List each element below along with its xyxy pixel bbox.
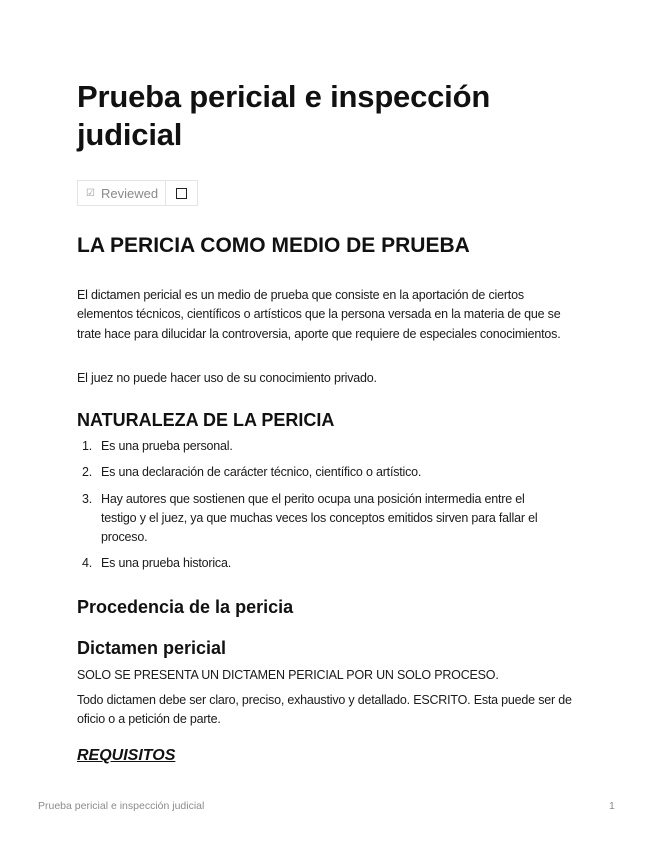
property-label: Reviewed — [100, 185, 159, 201]
list-text: Es una prueba historica. — [101, 556, 232, 571]
checkbox-icon: ☑ — [86, 187, 95, 199]
list-item — [77, 437, 577, 456]
list-item — [77, 554, 577, 573]
intro-paragraph-2: El juez no puede hacer uso de su conocimiento privado. — [77, 371, 377, 385]
heading-naturaleza: NATURALEZA DE LA PERICIA — [77, 410, 335, 430]
list-text: Es una declaración de carácter técnico, científico o artístico. — [101, 465, 422, 480]
list-number: 1. — [82, 439, 93, 453]
footer-page-number: 1 — [609, 800, 615, 812]
property-name — [78, 181, 166, 205]
list-text: Hay autores que sostienen que el perito ocupa una posición intermedia entre el testigo y el juez, ya que muchas veces los conceptos emitidos sirven para fallar el proceso. — [101, 491, 538, 545]
list-text: Es una prueba personal. — [101, 439, 233, 453]
heading-pericia: LA PERICIA COMO MEDIO DE PRUEBA — [77, 234, 470, 257]
list-item — [77, 463, 577, 482]
list-number: 4. — [82, 556, 93, 571]
property-value[interactable] — [166, 181, 197, 205]
list-number: 3. — [82, 491, 93, 506]
intro-paragraph-1: El dictamen pericial es un medio de prueba que consiste en la aportación de ciertos elementos técnicos, científicos o artísticos que la persona versada en la materia de que se trate hace para dilucidar la controversia, aporte que requiere de especiales conocimientos. — [77, 288, 561, 341]
naturaleza-list — [77, 437, 577, 574]
reviewed-checkbox[interactable] — [176, 188, 187, 199]
heading-procedencia: Procedencia de la pericia — [77, 597, 294, 617]
list-item — [77, 490, 577, 548]
page-title: Prueba pericial e inspección judicial — [77, 79, 491, 152]
dictamen-paragraph-1: SOLO SE PRESENTA UN DICTAMEN PERICIAL POR UN SOLO PROCESO. — [77, 668, 499, 682]
list-number: 2. — [82, 465, 93, 480]
dictamen-paragraph-2: Todo dictamen debe ser claro, preciso, exhaustivo y detallado. ESCRITO. Esta puede ser de oficio o a petición de parte. — [77, 693, 572, 727]
property-row — [77, 180, 198, 206]
footer-document-title: Prueba pericial e inspección judicial — [38, 800, 205, 812]
heading-requisitos: REQUISITOS — [77, 747, 176, 764]
heading-dictamen: Dictamen pericial — [77, 638, 227, 658]
